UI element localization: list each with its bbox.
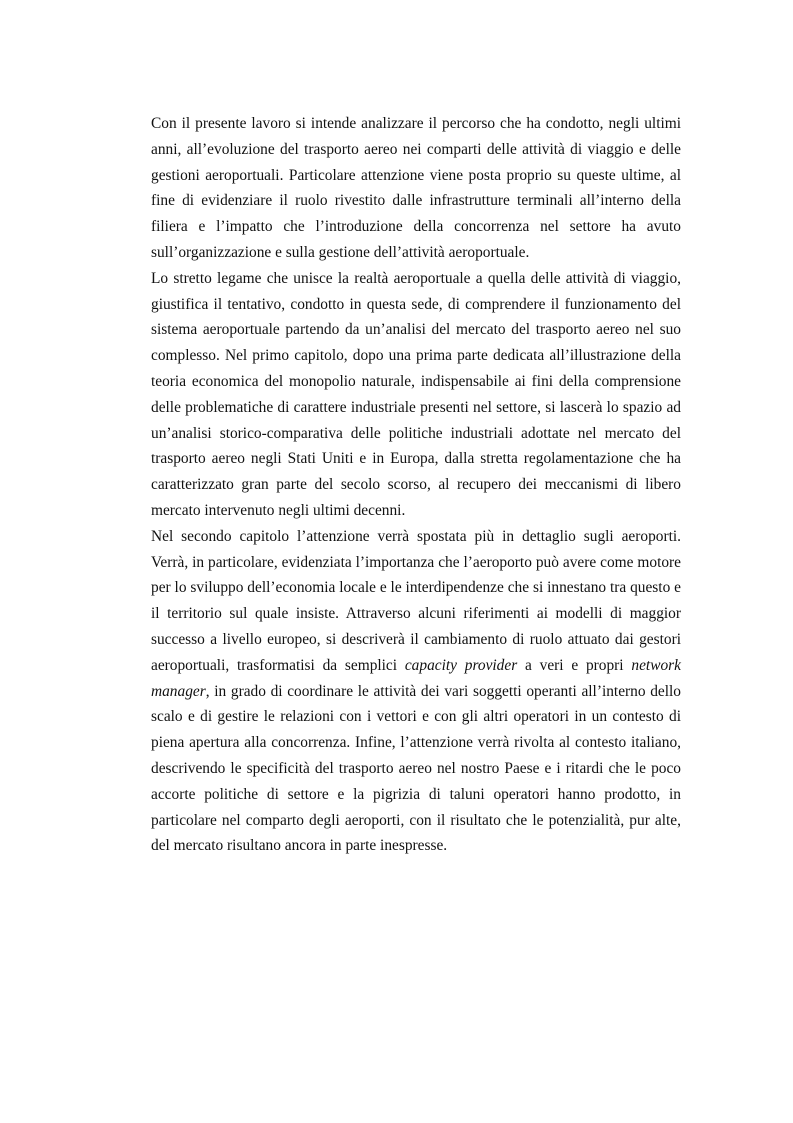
paragraph-3: [151, 524, 681, 859]
paragraph-3-text-c: , in grado di coordinare le attività dei vari soggetti operanti all’interno dello scalo e di gestire le relazioni con i vettori e con gli altri operatori in un contesto di piena apertura alla concorrenza. Infine, l’attenzione verrà rivolta al contesto italiano, descrivendo le specificità del trasporto aereo nel nostro Paese e i ritardi che le poco accorte politiche di settore e la pigrizia di taluni operatori hanno prodotto, in particolare nel comparto degli aeroporti, con il risultato che le potenzialità, pur alte, del mercato risultano ancora in parte inespresse.: [151, 682, 681, 855]
term-network-manager: network manager: [151, 656, 681, 700]
body-text: [151, 111, 681, 859]
term-capacity-provider: capacity provider: [404, 656, 518, 674]
paragraph-1: [151, 111, 681, 266]
paragraph-2: [151, 266, 681, 524]
paragraph-1-text: Con il presente lavoro si intende analizzare il percorso che ha condotto, negli ultimi anni, all’evoluzione del trasporto aereo nei comparti delle attività di viaggio e delle gestioni aeroportuali. Particolare attenzione viene posta proprio su queste ultime, al fine di evidenziare il ruolo rivestito dalle infrastrutture terminali all’interno della filiera e l’impatto che l’introduzione della concorrenza nel settore ha avuto sull’organizzazione e sulla gestione dell’attività aeroportuale.: [151, 115, 681, 261]
paragraph-2-text: Lo stretto legame che unisce la realtà aeroportuale a quella delle attività di viaggio, giustifica il tentativo, condotto in questa sede, di comprendere il funzionamento del sistema aeroportuale partendo da un’analisi del mercato del trasporto aereo nel suo complesso. Nel primo capitolo, dopo una prima parte dedicata all’illustrazione della teoria economica del monopolio naturale, indispensabile ai fini della comprensione delle problematiche di carattere industriale presenti nel settore, si lascerà lo spazio ad un’analisi storico-comparativa delle politiche industriali adottate nel mercato del trasporto aereo negli Stati Uniti e in Europa, dalla stretta regolamentazione che ha caratterizzato gran parte del secolo scorso, al recupero dei meccanismi di libero mercato intervenuto negli ultimi decenni.: [151, 269, 681, 519]
paragraph-3-text-b: a veri e propri: [517, 656, 632, 674]
paragraph-3-text-a: Nel secondo capitolo l’attenzione verrà spostata più in dettaglio sugli aeroporti. Verrà, in particolare, evidenziata l’importanza che l’aeroporto può avere come motore per lo sviluppo dell’economia locale e le interdipendenze che si innestano tra questo e il territorio sul quale insiste. Attraverso alcuni riferimenti ai modelli di maggior successo a livello europeo, si descriverà il cambiamento di ruolo attuato dai gestori aeroportuali, trasformatisi da semplici: [151, 527, 681, 674]
